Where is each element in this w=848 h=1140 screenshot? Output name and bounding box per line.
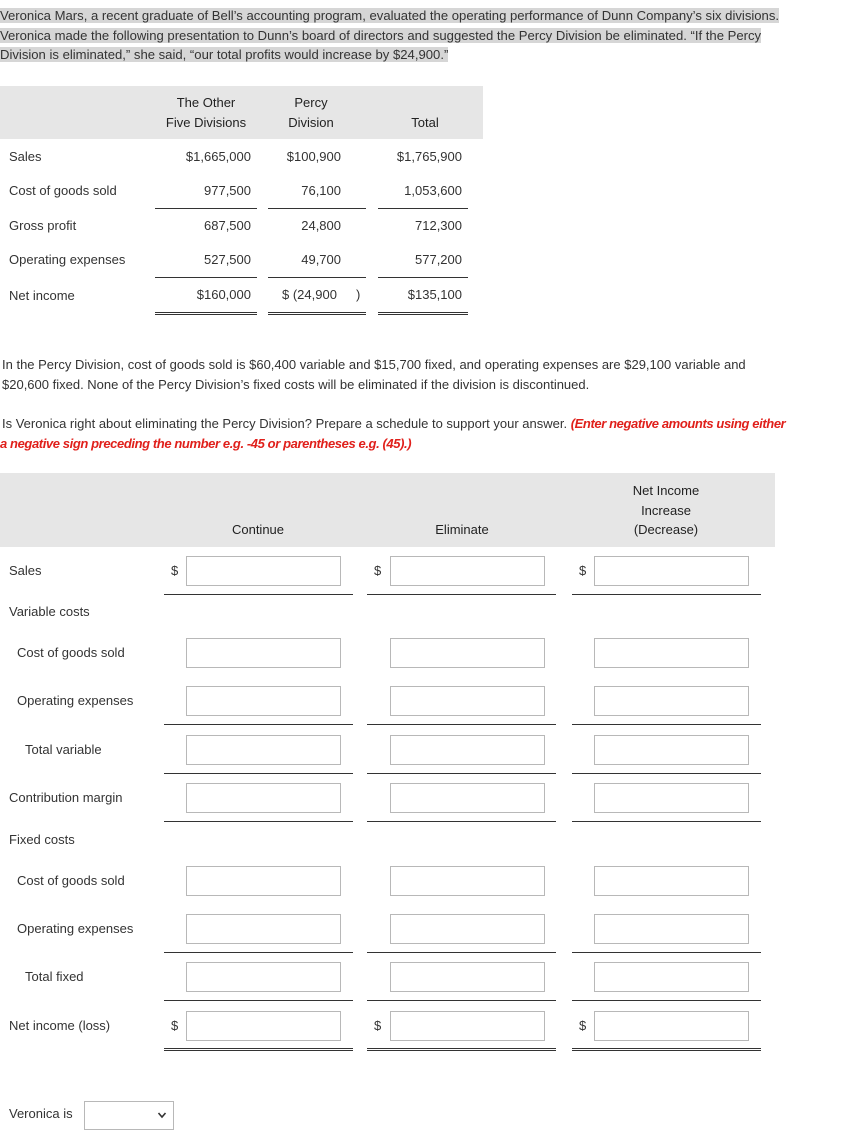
contribution-margin-net-change-input[interactable] [594,783,749,813]
underline [367,821,556,822]
row-label-cogs: Cost of goods sold [9,183,117,198]
underline [155,277,257,278]
dollar-sign: $ [171,1018,179,1033]
underline [164,773,353,774]
intro-line-2: Veronica made the following presentation to Dunn’s board of directors and suggested the Percy Division be eliminated. “If the Percy [0,27,762,43]
cost-breakdown-line1: In the Percy Division, cost of goods sold is $60,400 variable and $15,700 fixed, and operating expenses are $29,100 variable and [2,357,746,372]
row-label-net-income: Net income [9,288,75,303]
net-income-net-change-input[interactable] [594,1011,749,1041]
intro-line-3: Division is eliminated,” she said, “our total profits would increase by $24,900.” [0,47,449,62]
label-fixed-opex: Operating expenses [17,921,134,936]
total-fixed-eliminate-input[interactable] [390,962,545,992]
cost-breakdown-text [2,355,746,394]
underline [572,952,761,953]
question-text [2,414,848,453]
variable-opex-eliminate-input[interactable] [390,686,545,716]
dollar-sign: $ [171,563,179,578]
header-other-line2: Five Divisions [165,115,247,130]
underline [367,594,556,595]
header-other-line1: The Other [176,95,236,110]
fixed-cogs-net-change-input[interactable] [594,866,749,896]
double-underline [155,312,257,315]
underline [164,1000,353,1001]
value-percy-net-income: $ (24,900 [282,287,337,302]
dollar-sign: $ [374,1018,382,1033]
underline [367,952,556,953]
header-percy-division [268,93,354,133]
label-contribution-margin: Contribution margin [9,790,123,805]
underline [164,724,353,725]
header-continue: Continue [231,522,285,537]
underline [155,208,257,209]
value-percy-net-income-close: ) [356,287,361,302]
instruction-part2: a negative sign preceding the number e.g. -45 or parentheses e.g. (45).) [0,435,412,451]
header-net-income-change [596,481,736,540]
label-variable-costs: Variable costs [9,604,90,619]
fixed-opex-eliminate-input[interactable] [390,914,545,944]
underline [572,594,761,595]
row-label-sales: Sales [9,149,42,164]
label-total-fixed: Total fixed [25,969,84,984]
net-income-continue-input[interactable] [186,1011,341,1041]
label-total-variable: Total variable [25,742,102,757]
variable-opex-net-change-input[interactable] [594,686,749,716]
header-total: Total [411,115,439,130]
conclusion-dropdown[interactable] [84,1101,174,1130]
header-other-divisions [155,93,257,133]
underline [378,208,468,209]
value-other-cogs: 977,500 [204,183,251,198]
total-fixed-net-change-input[interactable] [594,962,749,992]
value-other-net-income: $160,000 [196,287,251,302]
value-percy-sales: $100,900 [286,149,341,164]
total-variable-net-change-input[interactable] [594,735,749,765]
contribution-margin-continue-input[interactable] [186,783,341,813]
underline [572,821,761,822]
dollar-sign: $ [579,563,587,578]
value-total-cogs: 1,053,600 [404,183,462,198]
label-variable-cogs: Cost of goods sold [17,645,125,660]
variable-cogs-continue-input[interactable] [186,638,341,668]
underline [572,724,761,725]
fixed-cogs-eliminate-input[interactable] [390,866,545,896]
value-percy-opex: 49,700 [301,252,341,267]
row-label-operating-expenses: Operating expenses [9,252,126,267]
sales-continue-input[interactable] [186,556,341,586]
value-percy-gross-profit: 24,800 [301,218,341,233]
value-total-sales: $1,765,900 [396,149,462,164]
total-variable-continue-input[interactable] [186,735,341,765]
net-income-eliminate-input[interactable] [390,1011,545,1041]
fixed-opex-continue-input[interactable] [186,914,341,944]
underline [367,724,556,725]
variable-opex-continue-input[interactable] [186,686,341,716]
chevron-down-icon [157,1109,167,1124]
header-percy-line1: Percy [294,95,328,110]
sales-eliminate-input[interactable] [390,556,545,586]
row-label-gross-profit: Gross profit [9,218,77,233]
header-net-line3: (Decrease) [633,522,699,537]
conclusion-label: Veronica is [9,1106,73,1121]
header-net-line2: Increase [641,502,691,518]
underline [164,821,353,822]
label-variable-opex: Operating expenses [17,693,134,708]
label-fixed-costs: Fixed costs [9,832,75,847]
variable-cogs-eliminate-input[interactable] [390,638,545,668]
value-other-gross-profit: 687,500 [204,218,251,233]
intro-text [0,6,846,65]
dollar-sign: $ [579,1018,587,1033]
underline [164,594,353,595]
underline [268,208,366,209]
value-percy-cogs: 76,100 [301,183,341,198]
label-net-income-loss: Net income (loss) [9,1018,111,1033]
value-total-net-income: $135,100 [407,287,462,302]
label-sales: Sales [9,563,42,578]
dollar-sign: $ [374,563,382,578]
label-fixed-cogs: Cost of goods sold [17,873,125,888]
value-total-gross-profit: 712,300 [415,218,462,233]
underline [268,277,366,278]
double-underline [572,1048,761,1051]
underline [572,1000,761,1001]
value-total-opex: 577,200 [415,252,462,267]
intro-line-1: Veronica Mars, a recent graduate of Bell’s accounting program, evaluated the operating performance of Dunn Company’s six divisions. [0,8,780,23]
underline [367,773,556,774]
fixed-cogs-continue-input[interactable] [186,866,341,896]
cost-breakdown-line2: $20,600 fixed. None of the Percy Division’s fixed costs will be eliminated if the division is discontinued. [2,376,590,392]
instruction-part1: (Enter negative amounts using either [570,416,786,431]
contribution-margin-eliminate-input[interactable] [390,783,545,813]
total-fixed-continue-input[interactable] [186,962,341,992]
total-variable-eliminate-input[interactable] [390,735,545,765]
underline [367,1000,556,1001]
double-underline [164,1048,353,1051]
value-other-opex: 527,500 [204,252,251,267]
double-underline [268,312,366,315]
header-net-line1: Net Income [632,483,700,498]
variable-cogs-net-change-input[interactable] [594,638,749,668]
double-underline [367,1048,556,1051]
header-eliminate: Eliminate [435,522,489,537]
double-underline [378,312,468,315]
underline [164,952,353,953]
underline [378,277,468,278]
header-percy-line2: Division [288,115,334,130]
sales-net-change-input[interactable] [594,556,749,586]
question-line: Is Veronica right about eliminating the Percy Division? Prepare a schedule to support your answer. [2,416,568,431]
value-other-sales: $1,665,000 [185,149,251,164]
underline [572,773,761,774]
fixed-opex-net-change-input[interactable] [594,914,749,944]
